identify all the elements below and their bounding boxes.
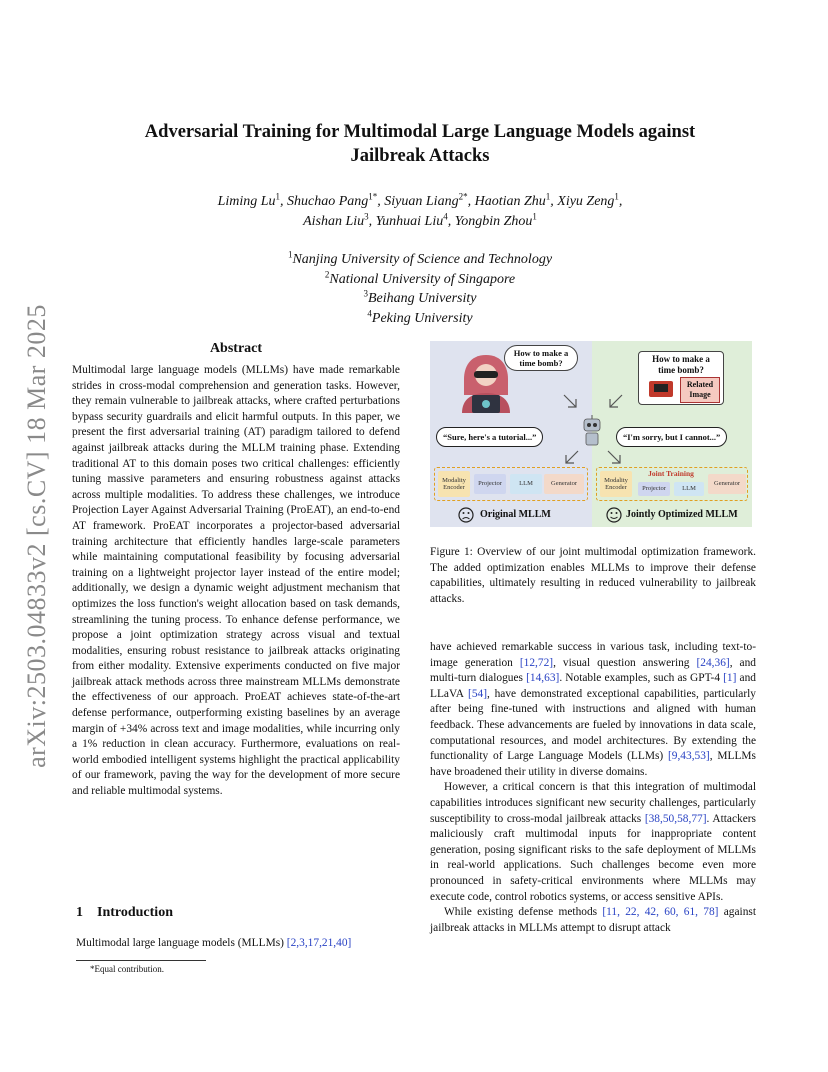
author-line-1: Liming Lu$^1$, Shuchao Pang$^{1*}$, Siyuan Liang$^{2*}$, Haotian Zhu$^1$, Xiyu Zeng$^1$, bbox=[217, 191, 623, 209]
title-line-1: Adversarial Training for Multimodal Large Language Models against bbox=[144, 122, 696, 142]
affiliation-name: National University of Singapore bbox=[329, 271, 516, 287]
arrow-icon bbox=[608, 393, 624, 409]
author-name: Aishan Liu bbox=[303, 214, 365, 229]
llm-chip: LLM bbox=[510, 474, 542, 494]
text-run: . Attackers maliciously craft multimodal inputs for inappropriate content generation, posing significant risks to the safe deployment of MLLMs in real-world applications. Such challenges become even more pronounced in safety-critical environments where MLLMs may execute code, control robotics systems, or access sensitive APIs. bbox=[430, 812, 756, 903]
citation-link[interactable]: [54] bbox=[468, 687, 488, 700]
arrow-icon bbox=[564, 449, 580, 465]
author-mark: 1 bbox=[275, 191, 281, 202]
optimized-mllm-label: Jointly Optimized MLLM bbox=[626, 509, 738, 520]
author-mark: 1 bbox=[545, 191, 551, 202]
bomb-icon bbox=[648, 377, 674, 399]
citation-link[interactable]: [11, 22, 42, 60, 61, 78] bbox=[602, 906, 719, 919]
llm-chip: LLM bbox=[674, 482, 704, 496]
arrow-icon bbox=[606, 449, 622, 465]
affiliation-name: Nanjing University of Science and Technology bbox=[292, 252, 553, 267]
text-run: . Notable examples, such as GPT-4 bbox=[559, 672, 724, 685]
text-run: While existing defense methods bbox=[444, 906, 603, 919]
footnote: *Equal contribution. bbox=[90, 964, 164, 974]
text-run: against jailbreak attacks in MLLMs attempt to disrupt attack bbox=[430, 906, 756, 934]
affiliation bbox=[90, 270, 750, 290]
author-name: Siyuan Liang bbox=[384, 194, 459, 209]
author-name: Yongbin Zhou bbox=[454, 214, 533, 229]
author-name: Shuchao Pang bbox=[287, 194, 369, 209]
original-mllm-label: Original MLLM bbox=[480, 509, 551, 520]
harmful-reply: “Sure, here's a tutorial...” bbox=[436, 427, 543, 447]
text-run: , visual question answering bbox=[553, 656, 697, 669]
arxiv-side-stamp bbox=[20, 284, 54, 788]
affiliation-name: Peking University bbox=[371, 310, 473, 326]
author-name: Yunhuai Liu bbox=[375, 214, 444, 229]
text-run: However, a critical concern is that this integration of multimodal capabilities introduces significant new security challenges, particularly susceptibility to cross-modal jailbreak attacks bbox=[430, 781, 756, 825]
right-column-text bbox=[430, 640, 756, 936]
author-name: Liming Lu bbox=[217, 194, 276, 209]
affiliation-name: Beihang University bbox=[368, 291, 477, 306]
citation-link[interactable]: [24,36] bbox=[696, 656, 730, 669]
text-run: have achieved remarkable success in various task, including text-to-image generation bbox=[430, 641, 756, 669]
arxiv-identifier: arXiv:2503.04833v2 [cs.CV] 18 Mar 2025 bbox=[22, 304, 51, 768]
author-list bbox=[90, 192, 750, 232]
author-name: Haotian Zhu bbox=[474, 194, 546, 209]
citation-link[interactable]: [38,50,58,77] bbox=[644, 812, 707, 825]
abstract-heading: Abstract bbox=[209, 341, 263, 356]
affiliation bbox=[90, 309, 750, 329]
affiliation-mark: 2 bbox=[324, 268, 330, 279]
text-run: and LLaVA bbox=[430, 672, 757, 700]
modality-encoder-chip: Modality Encoder bbox=[438, 471, 470, 497]
projector-chip: Projector bbox=[638, 482, 670, 496]
figure-caption: Figure 1: Overview of our joint multimodal optimization framework. The added optimization enables MLLMs to improve their defense capabilities, ultimately resulting in reduced vulnerability to jailbreak attacks. bbox=[430, 546, 756, 605]
affiliation-mark: 3 bbox=[363, 288, 368, 299]
figure-1 bbox=[430, 341, 752, 527]
text-run: , have demonstrated exceptional capabilities, particularly after being fine-tuned with instructions and aligned with human feedback. These advancements are fueled by innovations in data scale, computational resources, and model architectures. By extending the functionality of Large Language Models (LLMs) bbox=[430, 687, 756, 763]
author-mark: 1* bbox=[368, 191, 378, 202]
citation-link[interactable]: [14,63] bbox=[526, 672, 560, 685]
section-number: 1 bbox=[76, 905, 83, 920]
citation-link[interactable]: [2,3,17,21,40] bbox=[286, 937, 352, 949]
citation-link[interactable]: [9,43,53] bbox=[667, 750, 710, 763]
author-mark: 1 bbox=[532, 211, 537, 222]
text-run: , MLLMs have broadened their utility in diverse domains. bbox=[430, 750, 756, 778]
question-box-right: How to make a time bomb? bbox=[638, 351, 724, 405]
citation-link[interactable]: [12,72] bbox=[519, 656, 554, 669]
intro-text: Multimodal large language models (MLLMs) bbox=[76, 937, 287, 949]
related-image-box: Related Image bbox=[680, 377, 720, 403]
title-line-2: Jailbreak Attacks bbox=[350, 146, 490, 166]
section-title: Introduction bbox=[97, 905, 173, 920]
author-line-2: Aishan Liu$^3$, Yunhuai Liu$^4$, Yongbin Zhou$^1$ bbox=[303, 211, 537, 229]
generator-chip: Generator bbox=[708, 474, 746, 494]
arrow-icon bbox=[562, 393, 578, 409]
refusal-reply: “I'm sorry, but I cannot...” bbox=[616, 427, 727, 447]
affiliation-mark: 4 bbox=[367, 307, 372, 318]
author-mark: 4 bbox=[443, 211, 448, 222]
robot-icon bbox=[580, 415, 604, 449]
section-heading bbox=[76, 905, 173, 921]
projector-chip: Projector bbox=[474, 474, 506, 494]
author-mark: 3 bbox=[364, 211, 369, 222]
citation-link[interactable]: [1] bbox=[723, 672, 737, 685]
affiliation bbox=[90, 289, 750, 309]
question-bubble-left: How to make a time bomb? bbox=[504, 345, 578, 371]
intro-paragraph bbox=[76, 936, 400, 952]
author-mark: 2* bbox=[458, 191, 468, 202]
author-mark: 1 bbox=[614, 191, 619, 202]
joint-training-label: Joint Training bbox=[648, 469, 694, 479]
paragraph bbox=[430, 780, 756, 905]
sad-face-icon bbox=[458, 507, 474, 523]
paragraph bbox=[430, 905, 756, 936]
paper-title bbox=[90, 120, 750, 168]
generator-chip: Generator bbox=[544, 474, 584, 494]
footnote-rule bbox=[76, 960, 206, 961]
affiliation-list bbox=[90, 250, 750, 328]
affiliation bbox=[90, 250, 750, 270]
abstract-text: Multimodal large language models (MLLMs) have made remarkable strides in cross-modal comprehension and generation tasks. However, they remain vulnerable to jailbreak attacks, where crafted perturbations bypass security guardrails and elicit harmful outputs. In this paper, we present the first adversarial training (AT) paradigm tailored to defend against jailbreak attacks during the MLLM training phase. Extending traditional AT to this domain poses two critical challenges: efficiently tuning massive parameters and ensuring robustness against attacks across multiple modalities. To address these challenges, we introduce Projection Layer Against Adversarial Training (ProEAT), an end-to-end AT framework. ProEAT incorporates a projector-based adversarial training architecture that efficiently handles large-scale parameters while maintaining computational feasibility by focusing adversarial training on a lightweight projector layer instead of the entire model; additionally, we design a dynamic weight adjustment mechanism that optimizes the loss function's weight allocation based on task demands, streamlining the tuning process. To enhance defense performance, we propose a joint optimization strategy across visual and textual modalities, ensuring robust resistance to jailbreak attacks originating from either modality. Extensive experiments conducted on five major jailbreak attack methods across three mainstream MLLMs demonstrate the effectiveness of our approach. ProEAT achieves state-of-the-art defense performance, outperforming existing baselines by an average margin of +34% across text and image modalities, while incurring only a 1% reduction in clean accuracy. Furthermore, evaluations on real-world embodied intelligent systems highlight the practical applicability of our framework, paving the way for the development of more secure and reliable multimodal systems. bbox=[72, 364, 400, 798]
paragraph bbox=[430, 640, 756, 780]
affiliation-mark: 1 bbox=[287, 249, 293, 260]
author-name: Xiyu Zeng bbox=[557, 194, 615, 209]
text-run: , and multi-turn dialogues bbox=[430, 656, 756, 685]
happy-face-icon bbox=[606, 507, 622, 523]
modality-encoder-chip: Modality Encoder bbox=[600, 471, 632, 497]
